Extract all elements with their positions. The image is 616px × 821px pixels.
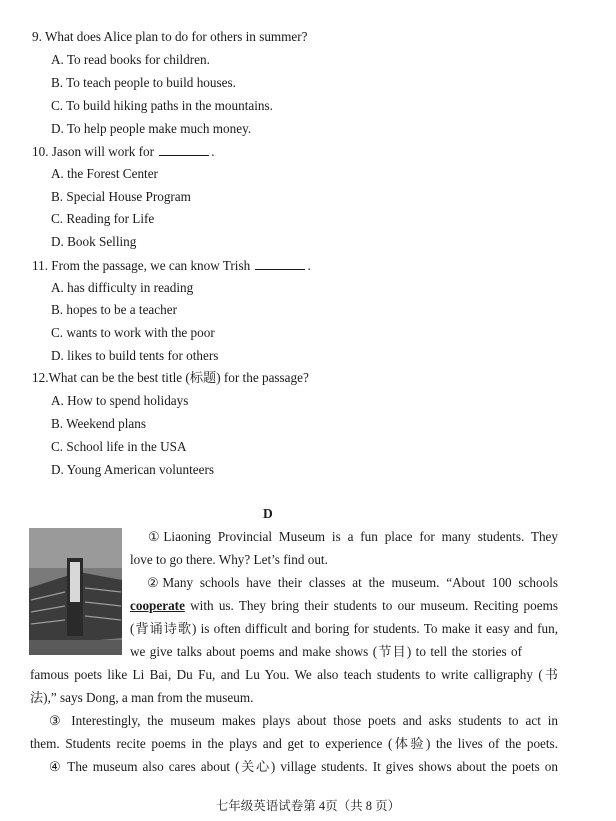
option-11a: A. has difficulty in reading [51, 280, 194, 295]
keyword-cooperate: cooperate [130, 598, 185, 613]
question-10 [32, 143, 215, 160]
passage-line: 法),” says Dong, a man from the museum. [30, 690, 254, 705]
passage-line: ④ The museum also cares about (关心) village students. It gives shows about the poets on [49, 759, 558, 774]
passage-line: love to go there. Why? Let’s find out. [130, 552, 328, 567]
option-12b: B. Weekend plans [51, 416, 147, 431]
option-10b: B. Special House Program [51, 189, 191, 204]
passage-line: famous poets like Li Bai, Du Fu, and Lu You. We also teach students to write calligraphy (书 [30, 667, 558, 682]
question-stem-end: . [211, 144, 215, 159]
passage-line: ②Many schools have their classes at the museum. “About 100 schools [147, 575, 558, 590]
passage-line: (背诵诗歌) is often difficult and boring for students. To make it easy and fun, [130, 621, 558, 636]
page-footer: 七年级英语试卷第 4页（共 8 页） [215, 799, 401, 813]
answer-blank [159, 143, 209, 156]
passage-line: ③ Interestingly, the museum makes plays about those poets and asks students to act in [49, 713, 558, 728]
question-stem: 12.What can be the best title (标题) for the passage? [32, 370, 309, 385]
question-12 [32, 370, 309, 386]
question-stem: 11. From the passage, we can know Trish [32, 258, 251, 273]
option-9a: A. To read books for children. [51, 52, 210, 67]
question-stem: 9. What does Alice plan to do for others in summer? [32, 29, 308, 44]
option-11b: B. hopes to be a teacher [51, 302, 177, 317]
question-9 [32, 29, 308, 45]
passage-line: we give talks about poems and make shows (节目) to tell the stories of [130, 644, 522, 659]
option-12a: A. How to spend holidays [51, 393, 189, 408]
option-10d: D. Book Selling [51, 234, 137, 249]
question-stem: 10. Jason will work for [32, 144, 154, 159]
question-11 [32, 257, 311, 274]
answer-blank [255, 257, 305, 270]
option-9c: C. To build hiking paths in the mountains. [51, 98, 273, 113]
museum-building-icon [29, 528, 122, 655]
option-12c: C. School life in the USA [51, 439, 187, 454]
option-11c: C. wants to work with the poor [51, 325, 215, 340]
section-heading: D [263, 506, 273, 521]
museum-photo [29, 528, 122, 655]
option-12d: D. Young American volunteers [51, 462, 214, 477]
option-11d: D. likes to build tents for others [51, 348, 219, 363]
passage-line: ①Liaoning Provincial Museum is a fun place for many students. They [148, 529, 558, 544]
question-stem-end: . [307, 258, 311, 273]
option-10a: A. the Forest Center [51, 166, 158, 181]
passage-line [130, 597, 558, 615]
option-9b: B. To teach people to build houses. [51, 75, 236, 90]
passage-line: them. Students recite poems in the plays and get to experience (体验) the lives of the poets. [30, 736, 558, 751]
passage-text: with us. They bring their students to our museum. Reciting poems [184, 598, 558, 613]
option-9d: D. To help people make much money. [51, 121, 252, 136]
option-10c: C. Reading for Life [51, 211, 155, 226]
